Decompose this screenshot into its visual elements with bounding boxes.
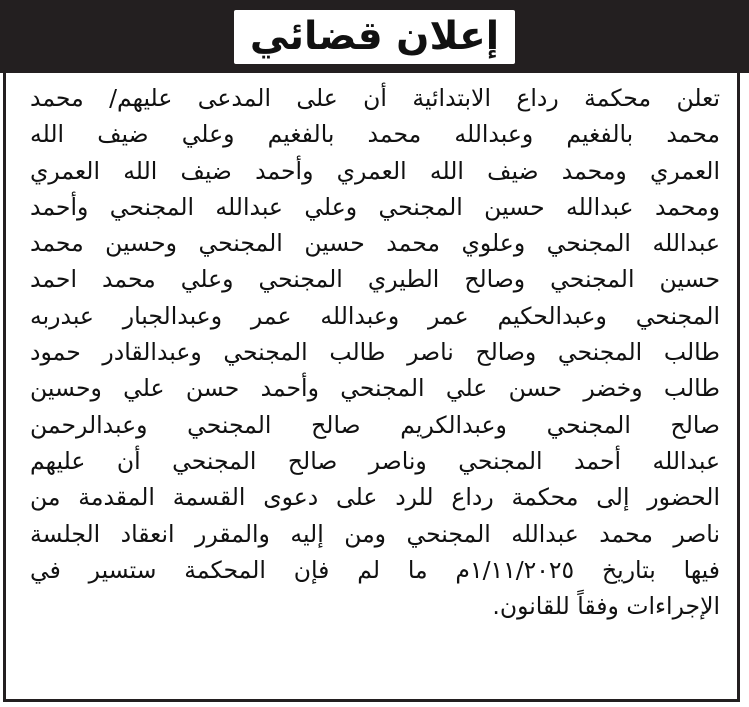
body-line: العمري ومحمد ضيف الله العمري وأحمد ضيف الله العمري [30, 156, 720, 185]
body-line: طالب المجنحي وصالح ناصر طالب المجنحي وعبدالقادر حمود [30, 338, 720, 367]
body-line: حسين المجنحي وصالح الطيري المجنحي وعلي محمد احمد [30, 265, 720, 294]
body-line: ناصر محمد عبدالله المجنحي ومن إليه والمقرر انعقاد الجلسة [30, 519, 720, 548]
body-line: صالح المجنحي وعبدالكريم صالح المجنحي وعبدالرحمن [30, 410, 720, 439]
title-bar [0, 0, 749, 73]
body-line: عبدالله المجنحي وعلوي محمد حسين المجنحي وحسين محمد [30, 229, 720, 258]
body-line: محمد بالفغيم وعبدالله محمد بالفغيم وعلي ضيف الله [30, 120, 720, 149]
body-line: الحضور إلى محكمة رداع للرد على دعوى القسمة المقدمة من [30, 483, 720, 512]
body-line: المجنحي وعبدالحكيم عمر وعبدالله عمر وعبدالجبار عبدربه [30, 301, 720, 330]
notice-body [30, 80, 720, 624]
body-line: الإجراءات وفقاً للقانون. [492, 592, 720, 621]
title-box [234, 10, 515, 64]
body-line: ومحمد عبدالله حسين المجنحي وعلي عبدالله المجنحي وأحمد [30, 192, 720, 221]
body-line: عبدالله أحمد المجنحي وناصر صالح المجنحي أن عليهم [30, 446, 720, 475]
body-line: تعلن محكمة رداع الابتدائية أن على المدعى عليهم/ محمد [30, 84, 720, 112]
notice-title: إعلان قضائي [249, 14, 500, 59]
body-line: فيها بتاريخ ١/١١/٢٠٢٥م ما لم فإن المحكمة ستسير في [30, 555, 720, 584]
body-line: طالب وخضر حسن علي المجنحي وأحمد حسن علي وحسين [30, 374, 720, 403]
